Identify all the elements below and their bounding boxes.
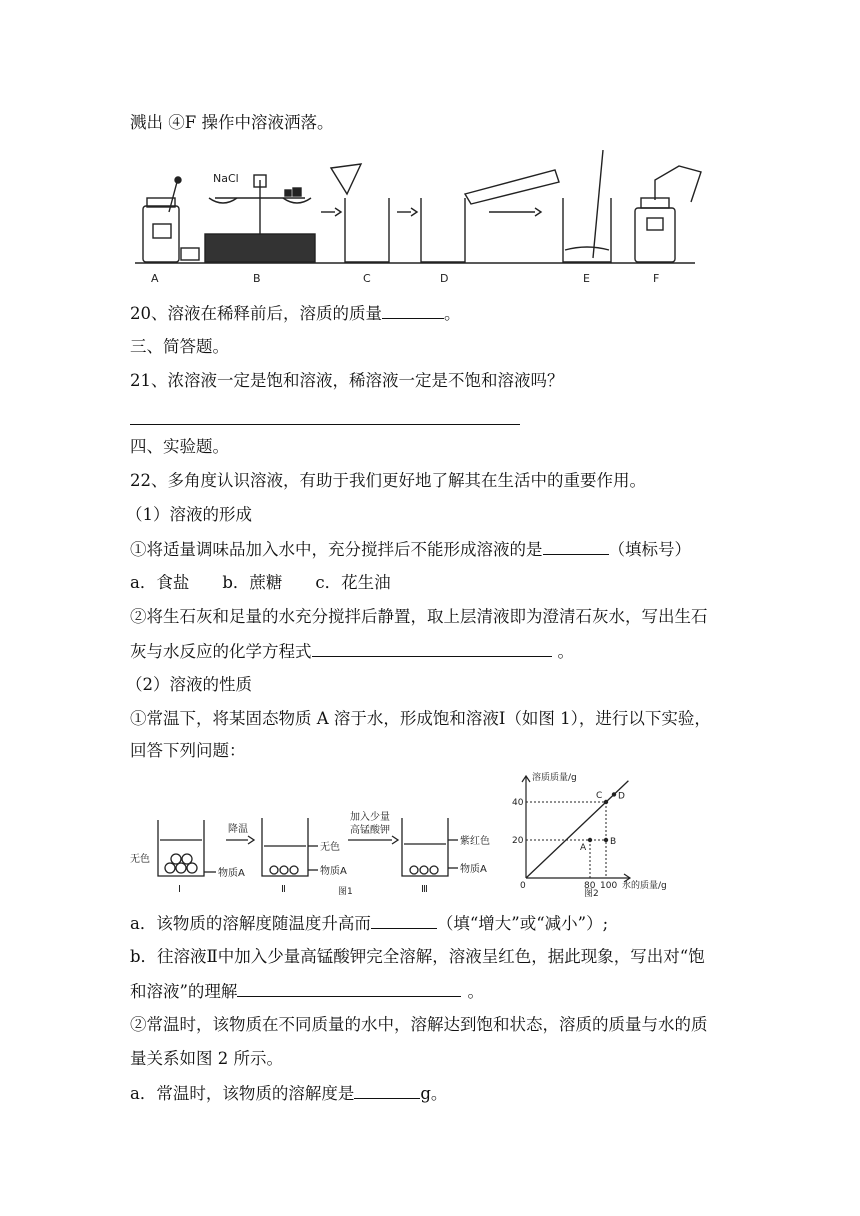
p1-2-blank[interactable] bbox=[312, 640, 552, 657]
qb2-text: 和溶液”的理解 bbox=[130, 982, 238, 1001]
p1-1-text: ①将适量调味品加入水中，充分搅拌后不能形成溶液的是 bbox=[130, 540, 543, 559]
text-line: 溅出 ④F 操作中溶液洒落。 bbox=[130, 113, 334, 132]
point-label-B: B bbox=[610, 837, 617, 847]
qa-blank[interactable] bbox=[371, 912, 437, 929]
apparatus-figure bbox=[135, 150, 735, 290]
part1-heading: （1）溶液的形成 bbox=[126, 505, 252, 524]
q22-line: 22、多角度认识溶液，有助于我们更好地了解其在生活中的重要作用。 bbox=[130, 471, 646, 490]
label-f: F bbox=[653, 272, 660, 285]
fig1-add-label-2: 高锰酸钾 bbox=[350, 825, 390, 836]
point-label-C: C bbox=[596, 791, 603, 801]
qb-blank[interactable] bbox=[237, 980, 461, 997]
fig1-roman-1: Ⅰ bbox=[178, 884, 181, 895]
y-tick-label: 40 bbox=[512, 798, 524, 808]
figure-2-chart bbox=[510, 770, 700, 900]
p1-1-end: （填标号） bbox=[608, 540, 691, 559]
point-B bbox=[604, 838, 608, 842]
p2-2b-line: 量关系如图 2 所示。 bbox=[130, 1049, 283, 1068]
fig2-caption: 图2 bbox=[584, 889, 599, 899]
p1-2b-line bbox=[130, 640, 574, 663]
qc-text: a．常温时，该物质的溶解度是 bbox=[130, 1084, 355, 1103]
p2-2-line: ②常温时，该物质在不同质量的水中，溶解达到饱和状态，溶质的质量与水的质 bbox=[130, 1015, 708, 1034]
fig2-ylabel: 溶质质量/g bbox=[532, 773, 577, 783]
fig1-colorless-label-2: 无色 bbox=[320, 842, 340, 853]
p1-1-line bbox=[130, 538, 691, 561]
part2-heading: （2）溶液的性质 bbox=[126, 675, 252, 694]
p1-2b-text: 灰与水反应的化学方程式 bbox=[130, 642, 312, 661]
label-c: C bbox=[363, 272, 371, 285]
fig1-colorless-label: 无色 bbox=[130, 854, 150, 865]
fig1-caption: 图1 bbox=[338, 887, 353, 897]
figure-1 bbox=[130, 800, 520, 900]
q20-end: 。 bbox=[444, 304, 461, 323]
qc-blank[interactable] bbox=[354, 1082, 420, 1099]
label-b: B bbox=[253, 272, 261, 285]
section-4-heading: 四、实验题。 bbox=[130, 437, 229, 456]
fig1-cool-label: 降温 bbox=[228, 824, 248, 835]
qb-line: b．往溶液Ⅱ中加入少量高锰酸钾完全溶解，溶液呈红色，据此现象，写出对“饱 bbox=[130, 947, 705, 966]
qa-text: a．该物质的溶解度随温度升高而 bbox=[130, 914, 371, 933]
qc-line bbox=[130, 1082, 447, 1105]
point-label-A: A bbox=[580, 843, 587, 853]
fig2-xlabel: 水的质量/g bbox=[622, 881, 667, 891]
p2-1b-line: 回答下列问题： bbox=[130, 741, 246, 760]
p1-2-line: ②将生石灰和足量的水充分搅拌后静置，取上层清液即为澄清石灰水，写出生石 bbox=[130, 607, 708, 626]
point-C bbox=[604, 800, 608, 804]
qc-end: g。 bbox=[420, 1084, 448, 1103]
q20-line bbox=[130, 302, 461, 325]
qa-line bbox=[130, 912, 608, 935]
fig1-roman-2: Ⅱ bbox=[281, 884, 286, 895]
label-a: A bbox=[151, 272, 159, 285]
point-D bbox=[612, 792, 616, 796]
nacl-label: NaCl bbox=[213, 172, 239, 185]
fig1-substance-label-1: 物质A bbox=[218, 868, 245, 879]
q20-blank[interactable] bbox=[382, 302, 444, 319]
qb-end: 。 bbox=[467, 982, 484, 1001]
x-tick-label: 80 bbox=[584, 881, 596, 891]
point-label-D: D bbox=[618, 791, 625, 802]
fig1-roman-3: Ⅲ bbox=[421, 884, 428, 895]
q21-answer-line[interactable] bbox=[130, 424, 520, 425]
q20-text: 20、溶液在稀释前后，溶质的质量 bbox=[130, 304, 382, 323]
fig1-add-label-1: 加入少量 bbox=[350, 812, 390, 823]
label-e: E bbox=[583, 272, 590, 285]
point-A bbox=[588, 838, 592, 842]
qa-end: （填“增大”或“减小”）; bbox=[436, 914, 609, 933]
label-d: D bbox=[440, 272, 449, 285]
q21-line: 21、浓溶液一定是饱和溶液，稀溶液一定是不饱和溶液吗？ bbox=[130, 371, 564, 390]
p2-1-line: ①常温下，将某固态物质 A 溶于水，形成饱和溶液Ⅰ（如图 1），进行以下实验， bbox=[130, 709, 711, 728]
section-3-heading: 三、简答题。 bbox=[130, 337, 229, 356]
fig1-purple-label: 紫红色 bbox=[460, 836, 490, 847]
fig1-substance-label-3: 物质A bbox=[460, 864, 487, 875]
x-tick-label: 100 bbox=[600, 881, 618, 891]
p1-2-end: 。 bbox=[557, 642, 574, 661]
fig2-origin: 0 bbox=[520, 881, 526, 891]
fig1-substance-label-2: 物质A bbox=[320, 866, 347, 877]
y-tick-label: 20 bbox=[512, 836, 524, 846]
options-line: a．食盐 b．蔗糖 c．花生油 bbox=[130, 573, 391, 592]
p1-1-blank[interactable] bbox=[543, 538, 609, 555]
qb2-line bbox=[130, 980, 484, 1003]
